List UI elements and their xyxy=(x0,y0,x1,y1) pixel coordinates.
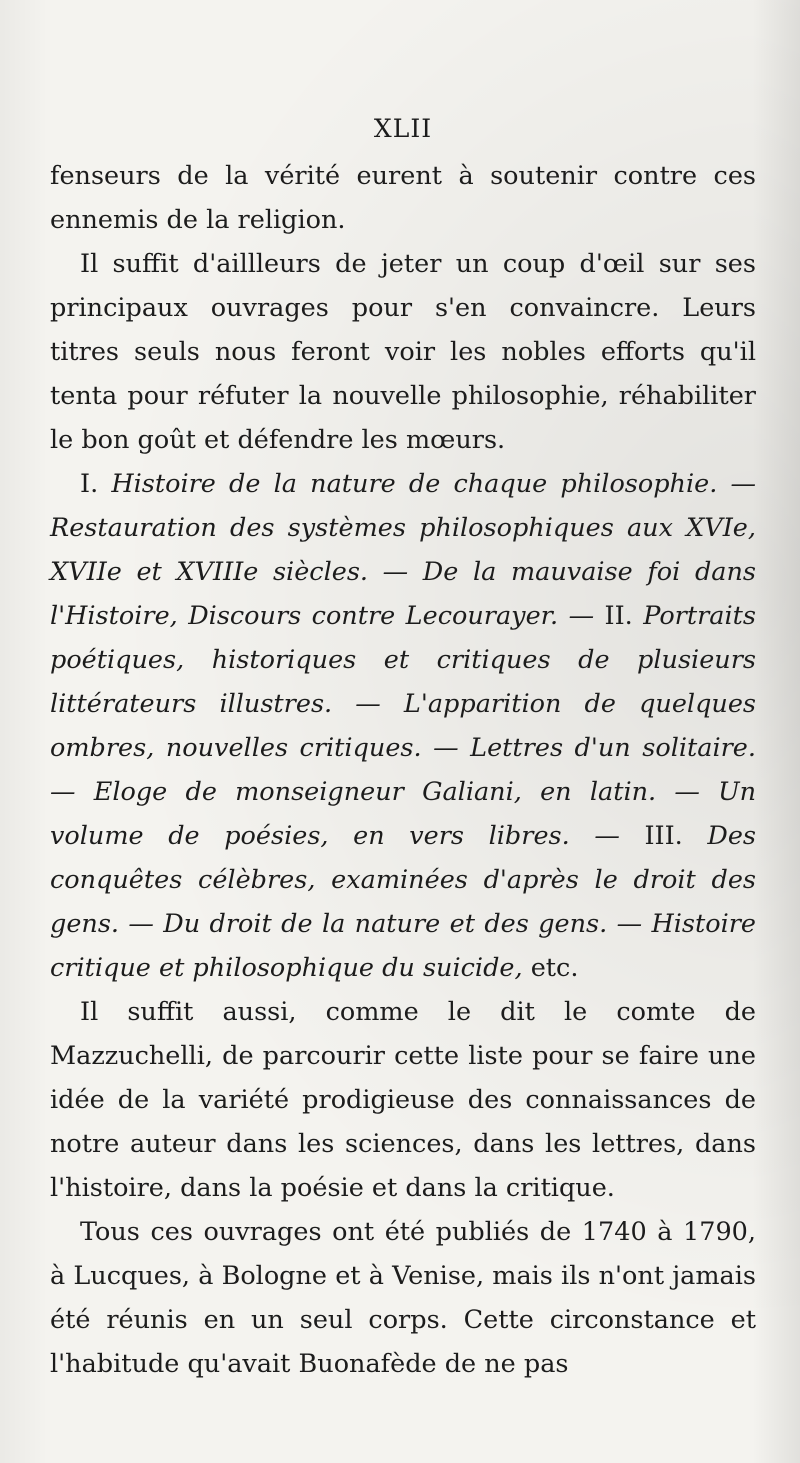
paragraph-works-intro: Il suffit d'aillleurs de jeter un coup d'œil sur ses principaux ouvrages pour s'en convaincre. Leurs titres seuls nous feront voir les nobles efforts qu'il tenta pour réfuter la nouvelle philosophie, réhabiliter le bon goût et défendre les mœurs. xyxy=(50,249,756,455)
list-titles-part-1: Histoire de la nature de chaque philosophie. — Restauration des systèmes philosophiques aux XVIe, XVIIe et XVIIIe siècles. — De la mauvaise foi dans l'Histoire, Discours contre Lecourayer. — xyxy=(50,469,756,631)
list-numeral-ii: II. xyxy=(604,601,644,631)
paragraph-publication: Tous ces ouvrages ont été publiés de 1740 à 1790, à Lucques, à Bologne et à Venise, mais ils n'ont jamais été réunis en un seul corps. Cette circonstance et l'habitude qu'avait Buonafède de ne pas xyxy=(50,1217,756,1379)
paragraph-continuation: fenseurs de la vérité eurent à soutenir contre ces ennemis de la religion. xyxy=(50,161,756,235)
list-numeral-iii: III. xyxy=(644,821,708,851)
list-numeral-i: I. xyxy=(80,469,112,499)
list-titles-part-3: Des conquêtes célèbres, examinées d'après le droit des gens. — Du droit de la nature et des gens. — Histoire critique et philosophique du suicide, xyxy=(50,821,756,983)
page-number: XLII xyxy=(373,114,433,143)
paragraph-mazzuchelli: Il suffit aussi, comme le dit le comte de Mazzuchelli, de parcourir cette liste pour se faire une idée de la variété prodigieuse des connaissances de notre auteur dans les sciences, dans les lettres, dans l'histoire, dans la poésie et dans la critique. xyxy=(50,997,756,1203)
list-titles-part-2: Portraits poétiques, historiques et critiques de plusieurs littérateurs illustres. — L'apparition de quelques ombres, nouvelles critiques. — Lettres d'un solitaire. — Eloge de monseigneur Galiani, en latin. — Un volume de poésies, en vers libres. — xyxy=(50,601,756,851)
paragraph-works-list xyxy=(50,462,756,990)
list-etc: etc. xyxy=(530,953,579,983)
